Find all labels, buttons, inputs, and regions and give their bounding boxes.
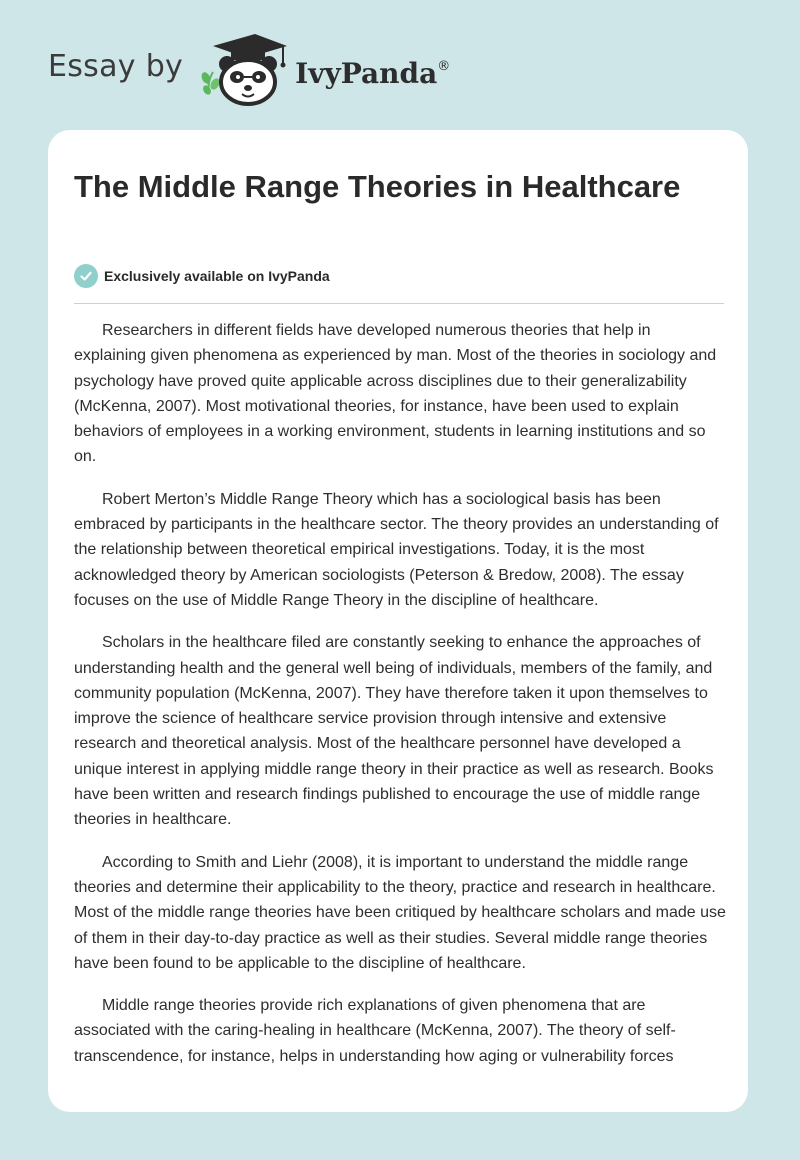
leaf-icon <box>200 71 222 96</box>
brand-name: IvyPanda® <box>295 56 451 90</box>
registered-mark: ® <box>437 59 451 75</box>
divider <box>74 303 724 304</box>
essay-title: The Middle Range Theories in Healthcare <box>74 169 681 204</box>
paragraph: According to Smith and Liehr (2008), it is important to understand the middle range theories and determine their applicability to the theory, practice and research in healthcare. Most of the middle range theories have been critiqued by healthcare scholars and made use of them in their day-to-day practice as well as their studies. Several middle range theories have been found to be applicable to the discipline of healthcare. <box>74 853 726 972</box>
availability-badge <box>74 264 330 288</box>
check-circle-icon <box>74 264 98 288</box>
panda-graduate-icon <box>197 34 289 106</box>
paragraph: Middle range theories provide rich explanations of given phenomena that are associated with the caring-healing in healthcare (McKenna, 2007). The theory of self-transcendence, for instance, helps in understanding how aging or vulnerability forces <box>74 997 676 1065</box>
essay-body <box>74 318 726 1086</box>
essay-card <box>48 130 748 1112</box>
paragraph: Researchers in different fields have developed numerous theories that help in explaining given phenomena as experienced by man. Most of the theories in sociology and psychology have proved quite applicable across disciplines due to their generalizability (McKenna, 2007). Most motivational theories, for instance, have been used to explain behaviors of employees in a working environment, students in learning institutions and so on. <box>74 322 717 466</box>
brand-header <box>48 34 450 106</box>
availability-label: Exclusively available on IvyPanda <box>104 268 330 284</box>
paragraph: Scholars in the healthcare filed are constantly seeking to enhance the approaches of understanding health and the general well being of individuals, members of the family, and community population (McKenna, 2007). They have therefore taken it upon themselves to improve the science of healthcare service provision through intensive and extensive research and theoretical analysis. Most of the healthcare personnel have developed a unique interest in applying middle range theory in their practice as well as research. Books have been written and research findings published to encourage the use of middle range theories in healthcare. <box>74 634 714 829</box>
paragraph: Robert Merton’s Middle Range Theory which has a sociological basis has been embraced by participants in the healthcare sector. The theory provides an understanding of the relationship between theoretical empirical investigations. Today, it is the most acknowledged theory by American sociologists (Peterson & Bredow, 2008). The essay focuses on the use of Middle Range Theory in the discipline of healthcare. <box>74 490 719 609</box>
brand-prefix: Essay by <box>48 48 184 84</box>
